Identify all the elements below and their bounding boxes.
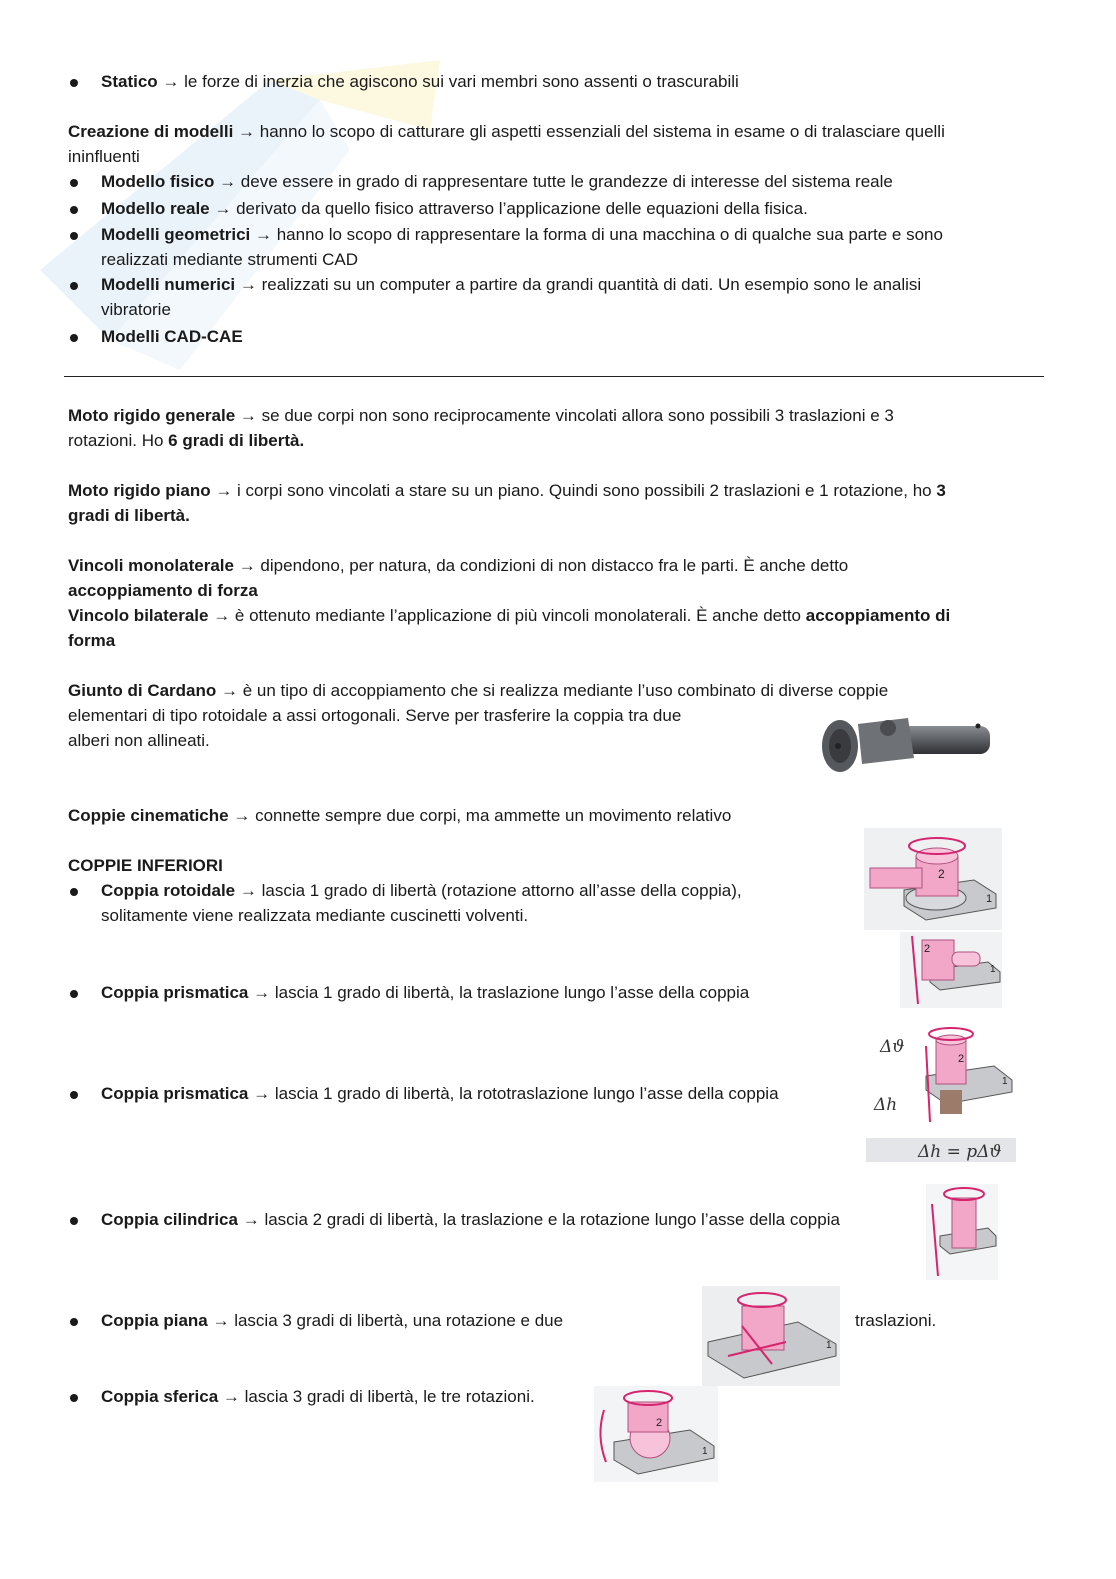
bullet-dot	[70, 79, 78, 87]
label-formula: Δh = pΔϑ	[918, 1142, 1002, 1162]
part-label: 1	[986, 893, 993, 905]
prismatic-pair-figure	[900, 932, 1002, 1008]
bullet-dot	[70, 1217, 78, 1225]
list-item-coppia-cilindrica: Coppia cilindrica → lascia 2 gradi di libertà, la traslazione e la rotazione lungo l’asse della coppia	[101, 1210, 840, 1229]
paragraph-moto-piano: Moto rigido piano → i corpi sono vincolati a stare su un piano. Quindi sono possibili 2 traslazioni e 1 rotazione, ho 3 gradi di libertà.	[68, 481, 946, 525]
cardan-joint-image	[818, 706, 994, 776]
list-item-coppia-piana: Coppia piana → lascia 3 gradi di libertà, una rotazione e due	[101, 1311, 564, 1330]
bullet-dot	[70, 334, 78, 342]
list-item-modelli-cad-cae: Modelli CAD-CAE	[101, 327, 243, 346]
cylindrical-pair-figure	[926, 1184, 998, 1280]
spherical-pair-figure	[594, 1386, 718, 1482]
planar-pair-figure	[702, 1286, 840, 1386]
paragraph-vincoli-monolaterale: Vincoli monolaterale → dipendono, per natura, da condizioni di non distacco fra le parti. È anche detto accoppiamento di forza	[68, 556, 849, 600]
bullet-dot	[70, 1318, 78, 1326]
revolute-pair-figure	[864, 828, 1002, 930]
bullet-dot	[70, 232, 78, 240]
helical-pair-figure	[866, 1026, 1016, 1162]
list-item-modelli-numerici: Modelli numerici → realizzati su un computer a partire da grandi quantità di dati. Un esempio sono le analisi vibratorie	[101, 275, 922, 319]
bullet-dot	[70, 1394, 78, 1402]
list-item-statico: Statico → le forze di inerzia che agiscono sui vari membri sono assenti o trascurabili	[101, 72, 739, 91]
list-item-modello-reale: Modello reale → derivato da quello fisico attraverso l’applicazione delle equazioni della fisica.	[101, 199, 808, 218]
paragraph-coppie-cinematiche: Coppie cinematiche → connette sempre due corpi, ma ammette un movimento relativo	[68, 806, 732, 825]
bullet-dot	[70, 179, 78, 187]
part-label: 2	[938, 867, 945, 881]
part-label: 1	[826, 1340, 832, 1351]
label-delta-theta: Δϑ	[880, 1037, 905, 1057]
paragraph-creazione: Creazione di modelli → hanno lo scopo di catturare gli aspetti essenziali del sistema in esame o di tralasciare quelli ininfluenti	[68, 122, 945, 166]
part-label: 2	[958, 1053, 965, 1065]
list-item-coppia-prismatica-rototraslazione: Coppia prismatica → lascia 1 grado di libertà, la rototraslazione lungo l’asse della coppia	[101, 1084, 779, 1103]
text-fragment: traslazioni.	[855, 1311, 937, 1330]
part-label: 1	[702, 1446, 708, 1457]
heading-coppie-inferiori: COPPIE INFERIORI	[68, 856, 223, 875]
list-item-modello-fisico: Modello fisico → deve essere in grado di rappresentare tutte le grandezze di interesse del sistema reale	[101, 172, 893, 191]
bullet-dot	[70, 282, 78, 290]
paragraph-cardano: Giunto di Cardano → è un tipo di accoppiamento che si realizza mediante l’uso combinato di diverse coppie elementari di tipo rotoidale a assi ortogonali. Serve per trasferire la coppia tra due alberi non allineati.	[68, 681, 889, 750]
list-item-coppia-sferica: Coppia sferica → lascia 3 gradi di libertà, le tre rotazioni.	[101, 1387, 535, 1406]
list-item-coppia-prismatica: Coppia prismatica → lascia 1 grado di libertà, la traslazione lungo l’asse della coppia	[101, 983, 750, 1002]
horizontal-divider	[64, 376, 1044, 377]
part-label: 2	[924, 943, 931, 955]
list-item-modelli-geometrici: Modelli geometrici → hanno lo scopo di rappresentare la forma di una macchina o di qualche sua parte e sono realizzati mediante strumenti CAD	[101, 225, 943, 269]
bullet-dot	[70, 990, 78, 998]
part-label: 1	[1002, 1076, 1008, 1087]
part-label: 1	[990, 964, 996, 975]
bullet-dot	[70, 888, 78, 896]
paragraph-moto-generale: Moto rigido generale → se due corpi non sono reciprocamente vincolati allora sono possibili 3 traslazioni e 3 rotazioni. Ho 6 gradi di libertà.	[68, 406, 894, 450]
paragraph-vincolo-bilaterale: Vincolo bilaterale → è ottenuto mediante l’applicazione di più vincoli monolaterali. È anche detto accoppiamento di forma	[68, 606, 951, 650]
part-label: 2	[656, 1417, 663, 1429]
label-delta-h: Δh	[874, 1095, 898, 1115]
bullet-dot	[70, 1091, 78, 1099]
bullet-dot	[70, 206, 78, 214]
list-item-coppia-rotoidale: Coppia rotoidale → lascia 1 grado di libertà (rotazione attorno all’asse della coppia), solitamente viene realizzata mediante cuscinetti volventi.	[101, 881, 742, 925]
